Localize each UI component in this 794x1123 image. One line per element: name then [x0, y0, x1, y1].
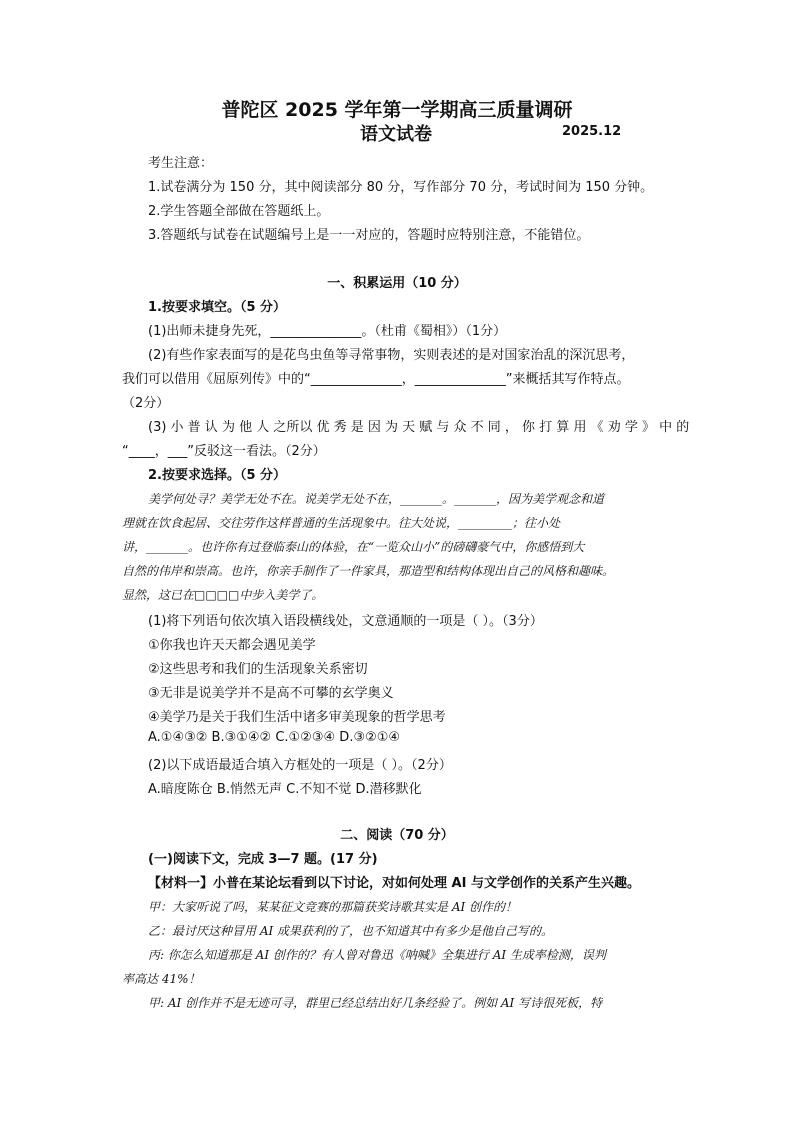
notice-item: 3.答题纸与试卷在试题编号上是一一对应的，答题时应特别注意，不能错位。: [148, 228, 590, 243]
question-line: (1)出师未捷身先死，______________。（杜甫《蜀相》）（1分）: [148, 324, 507, 339]
material-heading: 【材料一】小普在某论坛看到以下讨论，对如何处理 AI 与文学创作的关系产生兴趣。: [148, 876, 640, 891]
dialogue-line: 甲: AI 创作并不是无迹可寻，群里已经总结出好几条经验了。例如 AI 写诗很死板，特: [148, 996, 603, 1010]
sub-question: (2)以下成语最适合填入方框处的一项是（ ）。（2分）: [148, 758, 452, 773]
option-line: ④美学乃是关于我们生活中诸多审美现象的哲学思考: [148, 710, 446, 725]
exam-date: 2025.12: [562, 124, 622, 139]
notice-heading: 考生注意：: [148, 156, 214, 171]
passage-line: 讲，_______。也许你有过登临泰山的体验，在“一览众山小”的磅礴豪气中，你感悟到大: [122, 540, 585, 554]
question-line: （2分）: [122, 396, 170, 411]
exam-title: 普陀区 2025 学年第一学期高三质量调研: [221, 99, 573, 121]
exam-subtitle: 语文试卷: [360, 124, 432, 145]
part-heading: (一)阅读下文，完成 3—7 题。(17 分): [148, 852, 378, 867]
option-line: ①你我也许天天都会遇见美学: [148, 638, 316, 653]
option-line: ②这些思考和我们的生活现象关系密切: [148, 662, 368, 677]
dialogue-line: 甲：大家听说了吗，某某征文竞赛的那篇获奖诗歌其实是 AI 创作的！: [148, 900, 518, 914]
question-title: 2.按要求选择。（5 分）: [148, 468, 287, 483]
dialogue-line: 率高达 41%！: [122, 972, 201, 986]
passage-line: 显然，这已在□□□□中步入美学了。: [122, 588, 324, 602]
sub-question: (1)将下列语句依次填入语段横线处，文意通顺的一项是（ ）。（3分）: [148, 614, 543, 629]
question-line: (2)有些作家表面写的是花鸟虫鱼等寻常事物，实则表述的是对国家治乱的深沉思考，: [148, 348, 635, 363]
option-line: ③无非是说美学并不是高不可攀的玄学奥义: [148, 686, 394, 701]
dialogue-line: 乙：最讨厌这种冒用 AI 成果获利的了，也不知道其中有多少是他自己写的。: [148, 924, 554, 938]
section-heading: 一、积累运用（10 分）: [327, 276, 467, 291]
question-line: 我们可以借用《屈原列传》中的“______________，______________”来概括其写作特点。: [122, 372, 630, 387]
choice-line: A.暗度陈仓 B.悄然无声 C.不知不觉 D.潜移默化: [148, 782, 422, 797]
question-line: “____，___”反驳这一看法。（2分）: [122, 444, 326, 459]
section-heading: 二、阅读（70 分）: [340, 828, 454, 843]
passage-line: 美学何处寻？美学无处不在。说美学无处不在，_______。_______，因为美学观念和道: [148, 492, 605, 506]
question-title: 1.按要求填空。（5 分）: [148, 300, 287, 315]
passage-line: 理就在饮食起居、交往劳作这样普通的生活现象中。往大处说，_________；往小处: [122, 516, 561, 530]
dialogue-line: 丙: 你怎么知道那是 AI 创作的？有人曾对鲁迅《呐喊》全集进行 AI 生成率检测，误判: [148, 948, 606, 962]
question-line: (3) 小 普 认 为 他 人 之所以 优 秀 是 因 为 天 赋 与 众 不 同 ， 你 打 算 用 《 劝 学 》 中 的: [148, 420, 690, 435]
notice-item: 1.试卷满分为 150 分，其中阅读部分 80 分，写作部分 70 分，考试时间为 150 分钟。: [148, 180, 654, 195]
passage-line: 自然的伟岸和崇高。也许，你亲手制作了一件家具，那造型和结构体现出自己的风格和趣味。: [122, 564, 615, 578]
choice-line: A.①④③② B.③①④② C.①②③④ D.③②①④: [148, 730, 401, 745]
notice-item: 2.学生答题全部做在答题纸上。: [148, 204, 330, 219]
